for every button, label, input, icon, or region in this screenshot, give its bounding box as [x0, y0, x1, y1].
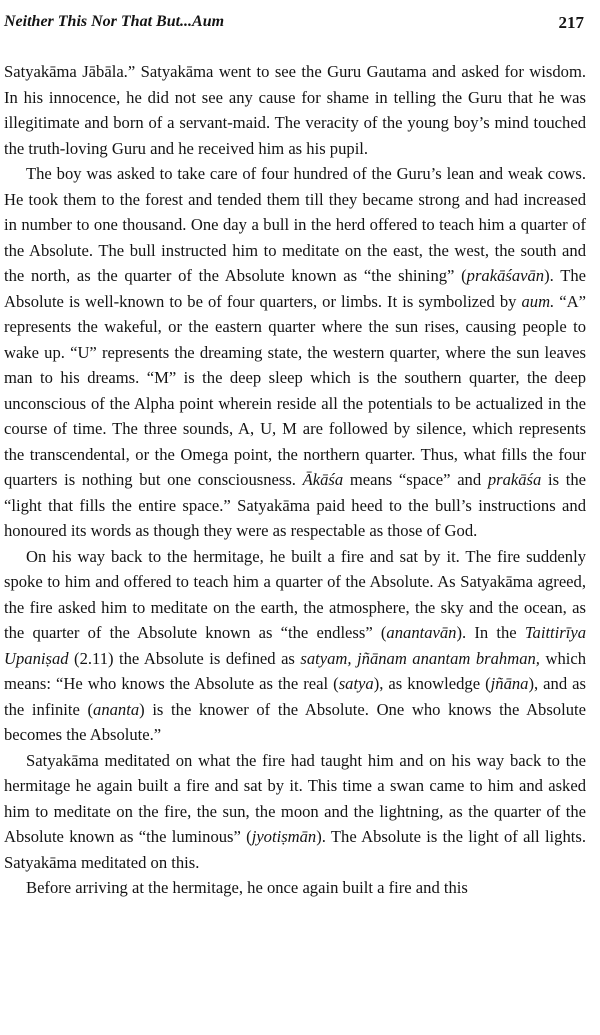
text-run: ), as knowledge (: [373, 674, 491, 693]
paragraph-5: [4, 875, 586, 901]
italic-term: ananta: [93, 699, 140, 719]
text-run: Satyakāma meditated on what the fire had taught him and on his way back to the hermitage he again built a fire and sat by it. This time a swan came to him and asked him to meditate on the fire, the sun, the moon and the lightning, as the quarter of the Absolute known as “the luminous” (: [4, 750, 586, 846]
text-run: is the “light that fills the entire space.” Satyakāma paid heed to the bull’s instructions and honoured its words as though they were as respectable as those of God.: [4, 470, 586, 540]
italic-term: anantavān: [386, 623, 457, 642]
running-header: [4, 13, 584, 43]
text-run: On his way back to the hermitage, he built a fire and sat by it. The fire suddenly spoke to him and offered to teach him a quarter of the Absolute. As Satyakāma agreed, the fire asked him to meditate on the earth, the atmosphere, the sky and the ocean, as the quarter of the Absolute known as “the endless” (: [4, 546, 586, 642]
text-run: ). The Absolute is well-known to be of four quarters, or limbs. It is symbolized by: [4, 266, 587, 311]
body-text: [4, 59, 586, 901]
text-run: ), and as the infinite (: [4, 674, 586, 719]
italic-term: satyam, jñānam anantam brahman,: [300, 648, 540, 668]
italic-term: Ākāśa: [302, 470, 344, 489]
running-title: Neither This Nor That But...Aum: [4, 13, 225, 30]
italic-term: satya: [338, 674, 374, 693]
text-run: ). In the: [456, 623, 525, 642]
paragraph-3: [4, 544, 586, 748]
text-run: Before arriving at the hermitage, he once again built a fire and this: [26, 878, 468, 897]
italic-term: jyotiṣmān: [251, 827, 317, 846]
italic-term: jñāna: [490, 674, 529, 693]
text-run: means “space” and: [343, 470, 488, 489]
text-run: ) is the knower of the Absolute. One who knows the Absolute becomes the Absolute.”: [4, 699, 586, 744]
text-run: Satyakāma Jābāla.” Satyakāma went to see the Guru Gautama and asked for wisdom. In his innocence, he did not see any cause for shame in telling the Guru that he was illegitimate and born of a servant-maid. The veracity of the young boy’s mind touched the truth-loving Guru and he received him as his pupil.: [4, 62, 586, 158]
italic-term: prakāśavān: [466, 266, 545, 285]
text-run: (2.11) the Absolute is defined as: [68, 648, 301, 668]
paragraph-1: [4, 59, 586, 161]
italic-term: prakāśa: [487, 470, 542, 489]
page-number: 217: [558, 13, 584, 32]
text-run: which means: “He who knows the Absolute as the real (: [4, 648, 587, 693]
italic-term: aum.: [521, 291, 555, 311]
paragraph-4: [4, 748, 586, 876]
italic-term: Taittirīya Upaniṣad: [4, 623, 587, 668]
text-run: The boy was asked to take care of four hundred of the Guru’s lean and weak cows. He took them to the forest and tended them till they became strong and had increased in number to one thousand. One day a bull in the herd offered to teach him a quarter of the Absolute. The bull instructed him to meditate on the east, the west, the south and the north, as the quarter of the Absolute known as “the shining” (: [4, 164, 586, 285]
paragraph-2: [4, 161, 586, 544]
text-run: ). The Absolute is the light of all lights. Satyakāma meditated on this.: [4, 827, 586, 872]
text-run: “A” represents the wakeful, or the eastern quarter where the sun rises, causing people to wake up. “U” represents the dreaming state, the western quarter, where the sun leaves man to his dreams. “M” is the deep sleep which is the southern quarter, the deep unconscious of the Alpha point wherein reside all the potentials to be actualized in the course of time. The three sounds, A, U, M are followed by silence, which represents the transcendental, or the Omega point, the northern quarter. Thus, what fills the four quarters is nothing but one consciousness.: [4, 291, 586, 489]
